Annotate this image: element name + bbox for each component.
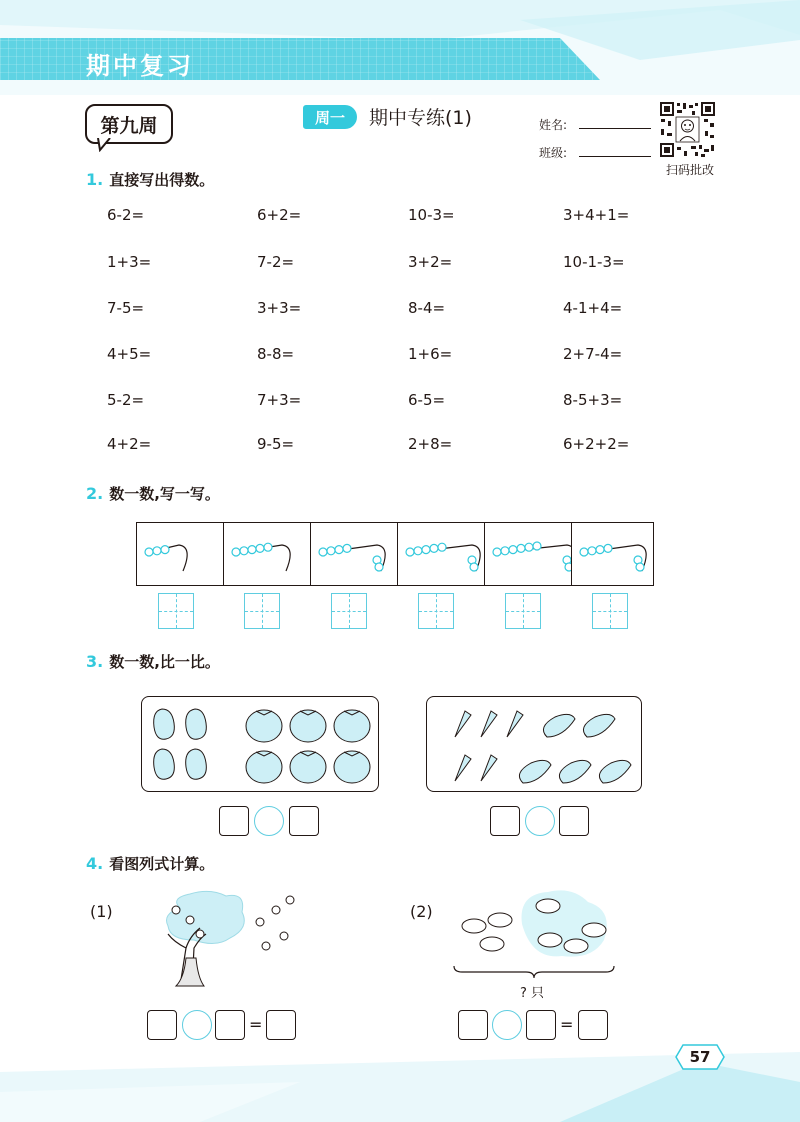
problem: 7-2= bbox=[257, 253, 295, 271]
problem: 3+3= bbox=[257, 299, 302, 317]
bead bbox=[335, 546, 343, 554]
answer-grid-box[interactable] bbox=[158, 593, 194, 629]
banner-title: 期中复习 bbox=[86, 52, 194, 80]
operator-circle[interactable] bbox=[182, 1010, 212, 1040]
bead-cell bbox=[485, 523, 572, 585]
question-3-text: 数一数,比一比。 bbox=[109, 653, 220, 671]
problem: 9-5= bbox=[257, 435, 295, 453]
equation-result-box[interactable] bbox=[578, 1010, 608, 1040]
bead-counting-table bbox=[136, 522, 654, 586]
problem: 10-3= bbox=[408, 206, 455, 224]
bead bbox=[636, 563, 644, 571]
bead bbox=[533, 542, 541, 550]
bead bbox=[509, 546, 517, 554]
bead bbox=[493, 548, 501, 556]
answer-grid-box[interactable] bbox=[505, 593, 541, 629]
problem: 3+4+1= bbox=[563, 206, 630, 224]
bead bbox=[343, 544, 351, 552]
answer-grid-box[interactable] bbox=[244, 593, 280, 629]
bead bbox=[501, 547, 509, 555]
problem: 1+6= bbox=[408, 345, 453, 363]
question-3-title bbox=[86, 651, 220, 672]
bead bbox=[264, 543, 272, 551]
equals-sign: = bbox=[560, 1015, 574, 1034]
problem: 6-2= bbox=[107, 206, 145, 224]
bead-string-icon bbox=[485, 523, 571, 585]
question-2-number: 2. bbox=[86, 484, 104, 503]
question-4-text: 看图列式计算。 bbox=[109, 855, 215, 873]
class-field[interactable] bbox=[579, 156, 651, 157]
problem: 8-8= bbox=[257, 345, 295, 363]
bead-string-icon bbox=[311, 523, 397, 585]
bead-string-icon bbox=[137, 523, 223, 585]
equals-sign: = bbox=[249, 1015, 263, 1034]
bead-cell bbox=[311, 523, 398, 585]
name-field[interactable] bbox=[579, 128, 651, 129]
bead-cell bbox=[572, 523, 658, 585]
bead-cell bbox=[224, 523, 311, 585]
problem: 7-5= bbox=[107, 299, 145, 317]
problem: 6+2+2= bbox=[563, 435, 630, 453]
bead-string-icon bbox=[224, 523, 310, 585]
problem: 4+2= bbox=[107, 435, 152, 453]
bead bbox=[240, 547, 248, 555]
bead-string-icon bbox=[572, 523, 658, 585]
bead-string-icon bbox=[398, 523, 484, 585]
bead bbox=[327, 547, 335, 555]
pepper-tomato-illustration bbox=[142, 697, 378, 791]
problem: 5-2= bbox=[107, 391, 145, 409]
bead bbox=[145, 548, 153, 556]
bead bbox=[470, 563, 478, 571]
answer-grid-box[interactable] bbox=[418, 593, 454, 629]
qr-code-icon[interactable] bbox=[659, 101, 716, 158]
bead bbox=[232, 548, 240, 556]
compare-left-box[interactable] bbox=[490, 806, 520, 836]
problem: 2+8= bbox=[408, 435, 453, 453]
bead bbox=[596, 546, 604, 554]
equation-result-box[interactable] bbox=[266, 1010, 296, 1040]
equation-box[interactable] bbox=[526, 1010, 556, 1040]
problem: 4-1+4= bbox=[563, 299, 623, 317]
class-label: 班级: bbox=[539, 146, 568, 160]
compare-symbol-circle[interactable] bbox=[254, 806, 284, 836]
vegetable-box-left bbox=[141, 696, 379, 792]
bead bbox=[517, 544, 525, 552]
pepper-icon bbox=[154, 709, 207, 779]
bead bbox=[588, 547, 596, 555]
question-4-number: 4. bbox=[86, 854, 104, 873]
tree-birds-illustration bbox=[150, 888, 310, 988]
vegetable-box-right bbox=[426, 696, 642, 792]
compare-left-box[interactable] bbox=[219, 806, 249, 836]
lesson-title: 期中专练(1) bbox=[369, 107, 472, 129]
compare-symbol-circle[interactable] bbox=[525, 806, 555, 836]
question-1-number: 1. bbox=[86, 170, 104, 189]
tomato-icon bbox=[246, 710, 370, 783]
bead bbox=[406, 548, 414, 556]
question-4-title bbox=[86, 853, 214, 874]
bead bbox=[256, 544, 264, 552]
name-label: 姓名: bbox=[539, 118, 568, 132]
question-2-text: 数一数,写一写。 bbox=[109, 485, 220, 503]
answer-grid-box[interactable] bbox=[331, 593, 367, 629]
problem: 6+2= bbox=[257, 206, 302, 224]
problem: 7+3= bbox=[257, 391, 302, 409]
subquestion-1-label: (1) bbox=[90, 902, 113, 921]
brace-icon bbox=[452, 964, 616, 980]
brace-label: ? 只 bbox=[520, 986, 545, 1001]
day-tag: 周一 bbox=[303, 105, 357, 129]
speech-tail-icon bbox=[96, 138, 116, 152]
compare-right-box[interactable] bbox=[559, 806, 589, 836]
bead bbox=[319, 548, 327, 556]
carrot-eggplant-illustration bbox=[427, 697, 641, 791]
carrot-icon bbox=[455, 711, 523, 781]
problem: 3+2= bbox=[408, 253, 453, 271]
problem: 8-4= bbox=[408, 299, 446, 317]
bead-cell bbox=[398, 523, 485, 585]
bead bbox=[438, 543, 446, 551]
bead bbox=[161, 546, 169, 554]
eggplant-icon bbox=[519, 714, 631, 783]
bead bbox=[430, 544, 438, 552]
problem: 6-5= bbox=[408, 391, 446, 409]
bead-cell bbox=[137, 523, 224, 585]
problem: 2+7-4= bbox=[563, 345, 623, 363]
bead bbox=[604, 544, 612, 552]
subquestion-2-label: (2) bbox=[410, 902, 433, 921]
geese-illustration bbox=[452, 884, 622, 970]
bead bbox=[525, 543, 533, 551]
qr-caption: 扫码批改 bbox=[665, 163, 714, 177]
problem: 10-1-3= bbox=[563, 253, 625, 271]
bead bbox=[153, 547, 161, 555]
bead bbox=[375, 563, 383, 571]
question-1-title bbox=[86, 169, 214, 190]
question-2-title bbox=[86, 483, 220, 504]
question-1-text: 直接写出得数。 bbox=[109, 171, 215, 189]
question-3-number: 3. bbox=[86, 652, 104, 671]
problem: 1+3= bbox=[107, 253, 152, 271]
problem: 8-5+3= bbox=[563, 391, 623, 409]
bead bbox=[565, 563, 571, 571]
equation-box[interactable] bbox=[458, 1010, 488, 1040]
bead bbox=[414, 547, 422, 555]
equation-box[interactable] bbox=[147, 1010, 177, 1040]
bead bbox=[580, 548, 588, 556]
bead bbox=[422, 546, 430, 554]
answer-grid-box[interactable] bbox=[592, 593, 628, 629]
equation-box[interactable] bbox=[215, 1010, 245, 1040]
operator-circle[interactable] bbox=[492, 1010, 522, 1040]
page-number: 57 bbox=[689, 1048, 711, 1066]
problem: 4+5= bbox=[107, 345, 152, 363]
compare-right-box[interactable] bbox=[289, 806, 319, 836]
week-badge: 第九周 bbox=[85, 104, 173, 144]
bead bbox=[248, 546, 256, 554]
